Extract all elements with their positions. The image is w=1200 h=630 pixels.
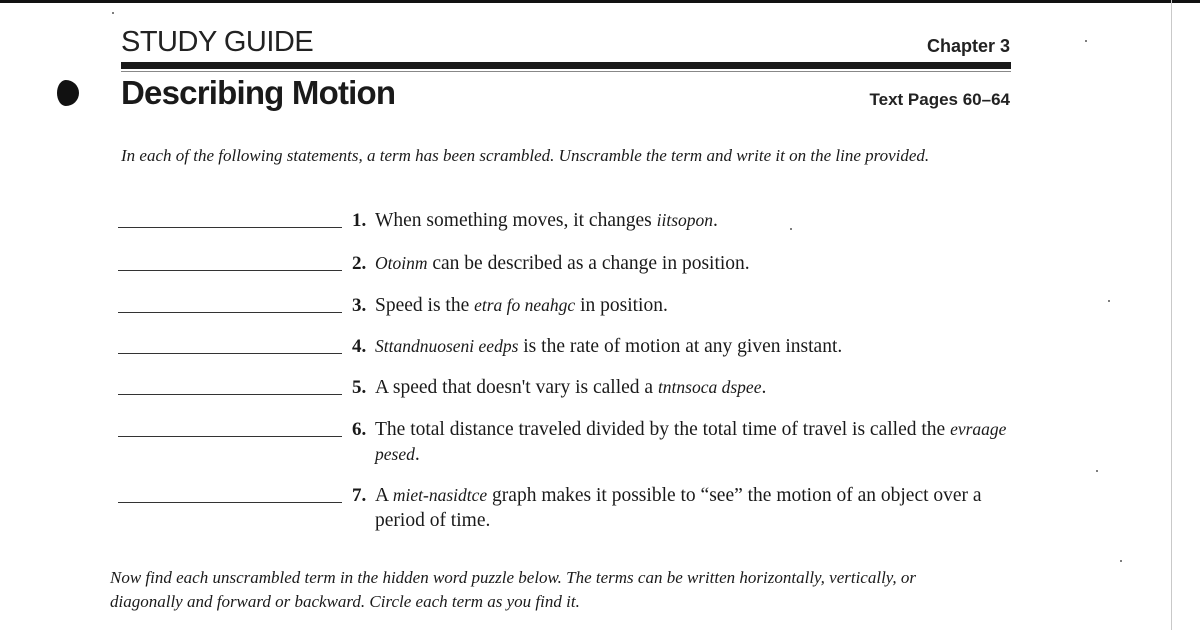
list-item [118, 253, 1018, 293]
item-statement: Sttandnuoseni eedps is the rate of motion at any given instant. [375, 336, 843, 357]
header-rule [121, 62, 1011, 69]
answer-line[interactable] [118, 270, 342, 271]
page-title: Describing Motion [121, 74, 396, 111]
item-statement: Otoinm can be described as a change in position. [375, 253, 750, 274]
scan-speck [1120, 560, 1122, 562]
scan-top-edge [0, 0, 1200, 3]
item-statement: The total distance traveled divided by the total time of travel is called the evraage pesed. [375, 419, 1007, 465]
item-statement: Speed is the etra fo neahgc in position. [375, 295, 668, 316]
answer-line[interactable] [118, 394, 342, 395]
item-number: 5. [352, 377, 367, 398]
scan-speck [1096, 470, 1098, 472]
answer-line[interactable] [118, 353, 342, 354]
scrambled-term: miet-nasidtce [392, 485, 488, 505]
item-statement: When something moves, it changes iitsopon. [375, 210, 718, 231]
list-item [118, 336, 1018, 376]
item-statement: A speed that doesn't vary is called a tntnsoca dspee. [375, 377, 767, 398]
scrambled-term: Sttandnuoseni eedps [375, 336, 519, 356]
scan-speck [1108, 300, 1110, 302]
closing-instructions: Now find each unscrambled term in the hidden word puzzle below. The terms can be written horizontally, vertically, or diagonally and forward or backward. Circle each term as you find it. [110, 568, 917, 611]
chapter-label: Chapter 3 [926, 36, 1010, 56]
item-number: 2. [352, 253, 367, 274]
list-item [118, 210, 1018, 250]
scrambled-term: tntnsoca dspee [657, 377, 762, 397]
text-pages-label: Text Pages 60–64 [869, 90, 1010, 109]
list-item [118, 377, 1018, 417]
scrambled-term: evraage pesed [375, 419, 1007, 464]
list-item [118, 485, 1018, 535]
answer-line[interactable] [118, 502, 342, 503]
list-item [118, 419, 1018, 469]
item-number: 6. [352, 419, 367, 440]
list-item [118, 295, 1018, 335]
answer-line[interactable] [118, 312, 342, 313]
scan-speck [1085, 40, 1087, 42]
item-number: 7. [352, 485, 367, 506]
item-number: 4. [352, 336, 367, 357]
header-rule-thin [121, 71, 1011, 72]
item-number: 1. [352, 210, 367, 231]
instructions: In each of the following statements, a term has been scrambled. Unscramble the term and write it on the line provided. [121, 146, 930, 165]
item-statement: A miet-nasidtce graph makes it possible to “see” the motion of an object over a period of time. [375, 485, 982, 531]
answer-line[interactable] [118, 436, 342, 437]
scan-speck [112, 12, 114, 14]
item-number: 3. [352, 295, 367, 316]
scrambled-term: Otoinm [375, 253, 428, 273]
scrambled-term: etra fo neahgc [474, 295, 576, 315]
study-guide-label: STUDY GUIDE [121, 26, 314, 58]
scrambled-term: iitsopon [656, 210, 714, 230]
section-marker-icon [57, 80, 79, 106]
answer-line[interactable] [118, 227, 342, 228]
scan-right-edge [1171, 0, 1172, 630]
